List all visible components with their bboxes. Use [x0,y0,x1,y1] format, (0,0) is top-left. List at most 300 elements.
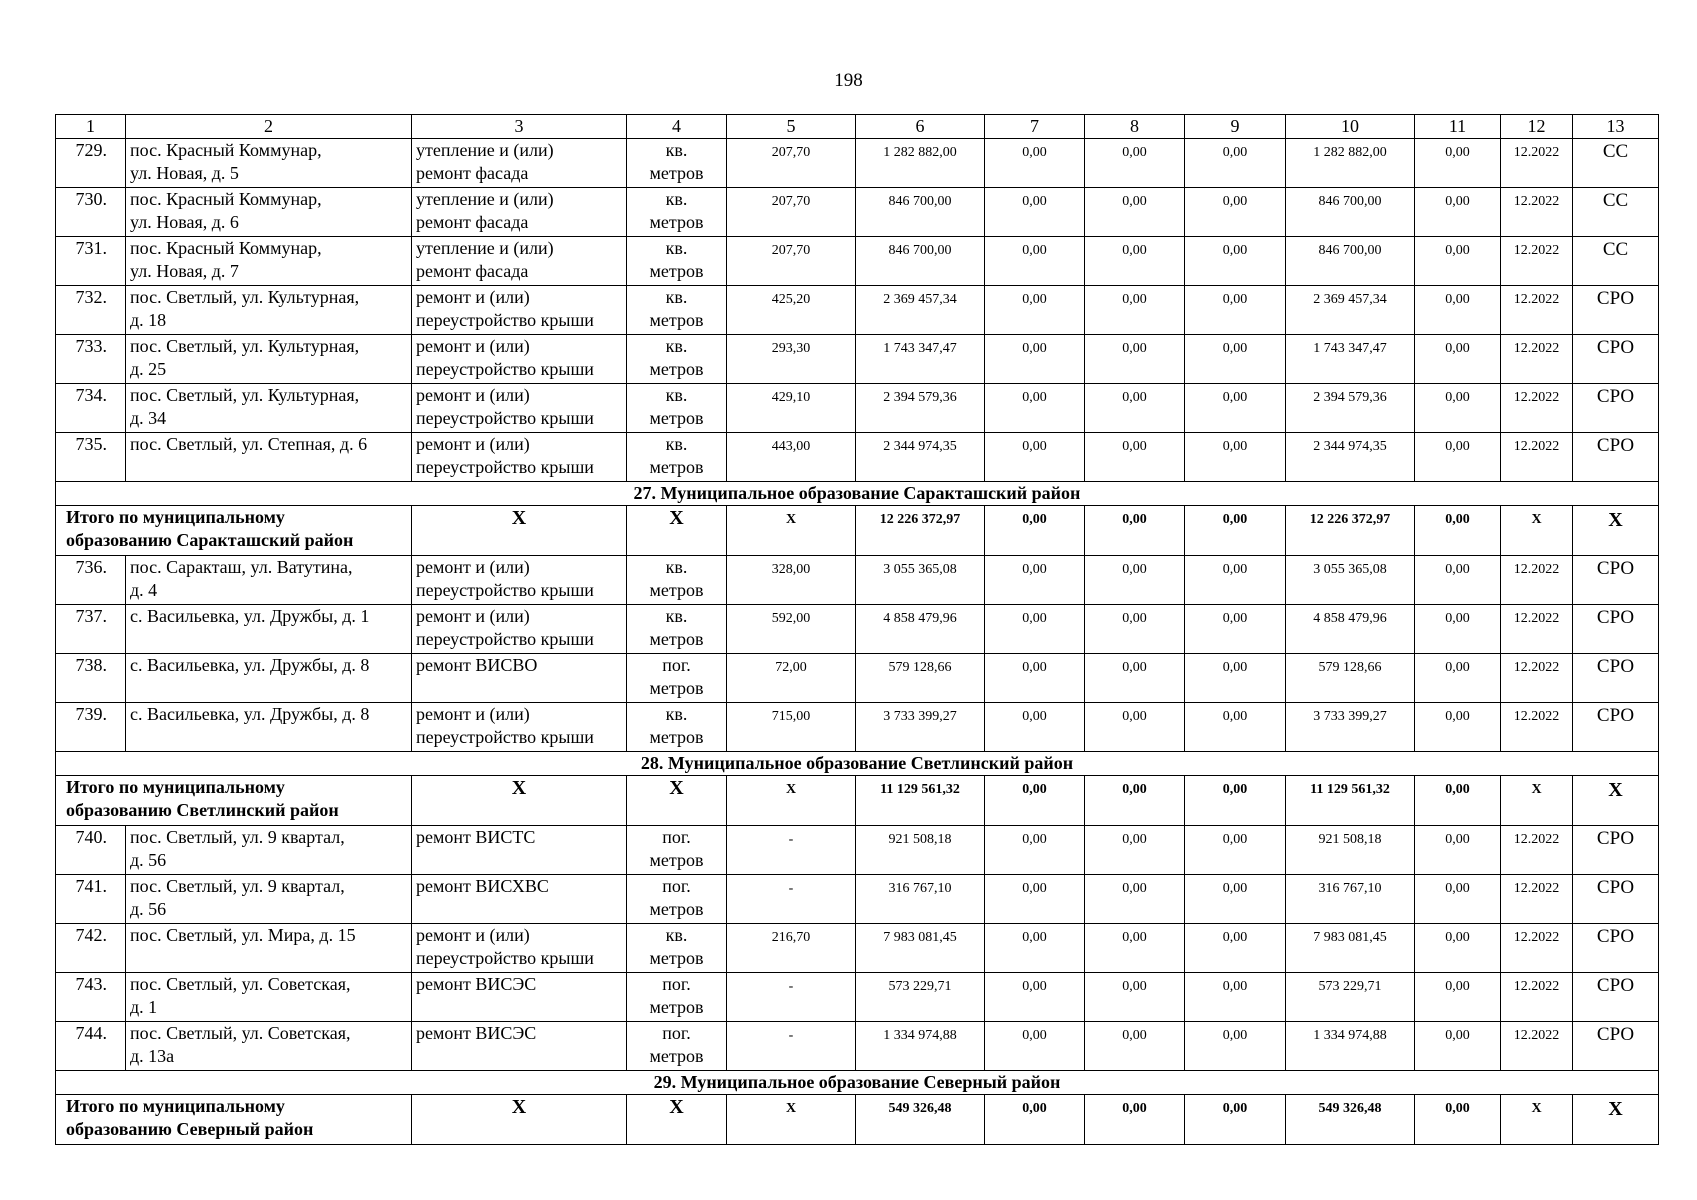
x-mark [412,1095,627,1145]
completion-date-cell [1501,139,1573,188]
value-cell-11-line: 0,00 [1445,782,1470,797]
completion-date-cell [1501,654,1573,703]
work-type-cell [412,286,627,335]
value-cell-8 [1085,1022,1185,1071]
value-cell-8 [1085,776,1185,826]
value-cell-7-line: 0,00 [1022,243,1047,258]
value-cell-8-line: 0,00 [1122,709,1147,724]
unit-cell-line: кв. [665,238,688,258]
value-cell-11-line: 0,00 [1445,611,1470,626]
work-type-cell-line: переустройство крыши [416,408,594,428]
area-cell [727,605,856,654]
column-header: 8 [1085,115,1185,139]
value-cell-10-line: 921 508,18 [1318,832,1382,847]
address-cell [126,556,412,605]
work-type-cell [412,188,627,237]
table-row [56,286,1659,335]
address-cell-line: д. 4 [130,580,158,600]
value-cell-9 [1185,1095,1286,1145]
funding-source-cell [1573,335,1659,384]
total-cost-cell [856,924,985,973]
value-cell-11 [1415,139,1501,188]
value-cell-9-line: 0,00 [1222,1028,1248,1043]
work-type-cell [412,556,627,605]
value-cell-9 [1185,826,1286,875]
value-cell-8-line: 0,00 [1122,439,1147,454]
completion-date-cell [1501,703,1573,752]
completion-date-cell [1501,335,1573,384]
value-cell-7-line: 0,00 [1022,341,1047,356]
work-type-cell-line: переустройство крыши [416,310,594,330]
value-cell-10-line: 1 282 882,00 [1313,145,1387,160]
value-cell-7 [985,384,1085,433]
area-cell-line: 715,00 [771,709,811,724]
area-cell [727,973,856,1022]
area-cell-line: 328,00 [771,562,811,577]
value-cell-11 [1415,703,1501,752]
value-cell-7-line: 0,00 [1022,709,1047,724]
value-cell-7-line: 0,00 [1022,611,1047,626]
table-row [56,1022,1659,1071]
value-cell-11 [1415,973,1501,1022]
value-cell-7-line: 0,00 [1022,782,1047,797]
value-cell-8-line: 0,00 [1122,611,1147,626]
x-mark [627,776,727,826]
address-cell [126,335,412,384]
x-mark-line: Х [1531,512,1542,527]
completion-date-cell-line: 12.2022 [1513,709,1560,724]
funding-source-cell [1573,875,1659,924]
row-number [56,335,126,384]
value-cell-11 [1415,556,1501,605]
work-type-cell-line: ремонт фасада [416,212,529,232]
funding-source-cell [1573,703,1659,752]
value-cell-8-line: 0,00 [1122,881,1147,896]
value-cell-9-line: 0,00 [1222,709,1248,724]
address-cell [126,826,412,875]
unit-cell-line: метров [649,997,704,1017]
value-cell-11 [1415,188,1501,237]
area-cell [727,139,856,188]
value-cell-10 [1286,605,1415,654]
value-cell-10 [1286,188,1415,237]
value-cell-8-line: 0,00 [1122,1028,1147,1043]
total-cost-cell [856,776,985,826]
unit-cell [627,605,727,654]
value-cell-8 [1085,826,1185,875]
unit-cell-line: метров [649,948,704,968]
value-cell-10-line: 1 743 347,47 [1313,341,1387,356]
value-cell-7-line: 0,00 [1022,660,1047,675]
column-header: 2 [126,115,412,139]
value-cell-7 [985,875,1085,924]
value-cell-10-line: 12 226 372,97 [1309,512,1391,527]
value-cell-10 [1286,924,1415,973]
work-type-cell [412,237,627,286]
total-cost-cell-line: 316 767,10 [888,881,952,896]
x-mark-line: Х [785,512,797,527]
value-cell-11 [1415,286,1501,335]
column-header: 5 [727,115,856,139]
value-cell-10-line: 846 700,00 [1318,194,1382,209]
value-cell-9-line: 0,00 [1222,660,1248,675]
address-cell-line: пос. Красный Коммунар, [130,189,322,209]
value-cell-8-line: 0,00 [1122,292,1147,307]
funding-source-cell [1573,556,1659,605]
x-mark [1573,506,1659,556]
completion-date-cell [1501,924,1573,973]
section-title [56,1071,1659,1095]
value-cell-7-line: 0,00 [1022,979,1047,994]
value-cell-10-line: 846 700,00 [1318,243,1382,258]
total-cost-cell [856,384,985,433]
x-mark-line: Х [1608,509,1623,531]
unit-cell-line: метров [649,163,704,183]
value-cell-11-line: 0,00 [1445,512,1470,527]
row-number [56,237,126,286]
area-cell-line: 592,00 [771,611,811,626]
completion-date-cell-line: 12.2022 [1513,194,1560,209]
completion-date-cell-line: 12.2022 [1513,611,1560,626]
value-cell-11 [1415,335,1501,384]
x-mark-line: Х [511,507,527,529]
area-cell-line: 293,30 [771,341,811,356]
value-cell-8 [1085,237,1185,286]
page-number: 198 [834,70,863,91]
value-cell-10 [1286,776,1415,826]
address-cell-line: пос. Светлый, ул. Культурная, [130,385,360,405]
area-cell [727,188,856,237]
value-cell-11 [1415,776,1501,826]
work-type-cell-line: переустройство крыши [416,948,594,968]
total-row [56,776,1659,826]
address-cell-line: пос. Красный Коммунар, [130,238,322,258]
value-cell-9 [1185,384,1286,433]
value-cell-10 [1286,139,1415,188]
table-row [56,335,1659,384]
value-cell-8 [1085,973,1185,1022]
value-cell-7 [985,556,1085,605]
total-cost-cell-line: 549 326,48 [888,1101,952,1116]
work-type-cell-line: ремонт ВИСТС [416,827,536,847]
unit-cell [627,826,727,875]
value-cell-10 [1286,703,1415,752]
row-number-line: 734. [75,385,107,405]
work-type-cell-line: переустройство крыши [416,727,594,747]
table-row [56,875,1659,924]
value-cell-10 [1286,556,1415,605]
funding-source-cell-line: СС [1602,141,1629,162]
value-cell-9 [1185,875,1286,924]
work-type-cell [412,139,627,188]
total-cost-cell-line: 1 334 974,88 [883,1028,957,1043]
unit-cell-line: метров [649,212,704,232]
value-cell-7-line: 0,00 [1022,292,1047,307]
unit-cell-line: пог. [662,827,691,847]
value-cell-11-line: 0,00 [1445,979,1470,994]
work-type-cell [412,875,627,924]
value-cell-10 [1286,286,1415,335]
value-cell-10-line: 2 344 974,35 [1313,439,1387,454]
value-cell-8-line: 0,00 [1122,243,1147,258]
completion-date-cell-line: 12.2022 [1513,390,1560,405]
address-cell [126,1022,412,1071]
row-number [56,433,126,482]
total-cost-cell [856,605,985,654]
address-cell-line: пос. Светлый, ул. 9 квартал, [130,827,345,847]
value-cell-7 [985,335,1085,384]
value-cell-10 [1286,973,1415,1022]
value-cell-7 [985,188,1085,237]
completion-date-cell [1501,384,1573,433]
value-cell-10-line: 1 334 974,88 [1313,1028,1387,1043]
value-cell-8 [1085,433,1185,482]
area-cell [727,237,856,286]
unit-cell-line: кв. [665,336,688,356]
row-number [56,924,126,973]
row-number-line: 732. [75,287,107,307]
value-cell-10-line: 579 128,66 [1318,660,1382,675]
total-cost-cell [856,335,985,384]
funding-source-cell [1573,384,1659,433]
x-mark [1573,776,1659,826]
work-type-cell-line: ремонт ВИСВО [416,655,538,675]
x-mark [1573,1095,1659,1145]
address-cell-line: пос. Красный Коммунар, [130,140,322,160]
funding-source-cell [1573,973,1659,1022]
unit-cell-line: метров [649,899,704,919]
address-cell-line: пос. Светлый, ул. Советская, [130,974,351,994]
value-cell-9 [1185,973,1286,1022]
value-cell-11-line: 0,00 [1445,390,1470,405]
value-cell-11-line: 0,00 [1445,709,1470,724]
value-cell-8-line: 0,00 [1122,930,1147,945]
address-cell [126,875,412,924]
total-cost-cell [856,188,985,237]
table-row [56,433,1659,482]
total-row [56,1095,1659,1145]
value-cell-11-line: 0,00 [1445,341,1470,356]
work-type-cell-line: ремонт и (или) [416,385,530,405]
value-cell-9-line: 0,00 [1222,243,1248,258]
funding-source-cell [1573,924,1659,973]
address-cell-line: с. Васильевка, ул. Дружбы, д. 1 [130,606,370,626]
x-mark-line: Х [511,1096,527,1118]
unit-cell-line: метров [649,408,704,428]
work-type-cell-line: ремонт фасада [416,163,529,183]
value-cell-11 [1415,1022,1501,1071]
value-cell-7 [985,776,1085,826]
value-cell-8-line: 0,00 [1122,390,1147,405]
work-type-cell-line: ремонт и (или) [416,606,530,626]
funding-source-cell-line: СРО [1596,386,1635,407]
completion-date-cell-line: 12.2022 [1513,439,1560,454]
unit-cell [627,924,727,973]
row-number [56,605,126,654]
completion-date-cell-line: 12.2022 [1513,832,1560,847]
value-cell-8-line: 0,00 [1122,194,1147,209]
work-type-cell-line: ремонт ВИСЭС [416,1023,537,1043]
unit-cell-line: кв. [665,434,688,454]
total-cost-cell-line: 579 128,66 [888,660,952,675]
total-cost-cell [856,286,985,335]
value-cell-9-line: 0,00 [1222,562,1248,577]
work-type-cell [412,1022,627,1071]
value-cell-7-line: 0,00 [1022,881,1047,896]
total-cost-cell [856,1095,985,1145]
address-cell [126,286,412,335]
funding-source-cell [1573,139,1659,188]
value-cell-7 [985,826,1085,875]
funding-source-cell [1573,654,1659,703]
unit-cell-line: пог. [662,655,691,675]
section-title-line: 28. Муниципальное образование Светлинский район [640,753,1074,773]
total-label-line: Итого по муниципальному [66,1096,285,1116]
value-cell-10-line: 316 767,10 [1318,881,1382,896]
total-cost-cell [856,556,985,605]
x-mark-line: Х [785,1101,797,1116]
unit-cell-line: метров [649,310,704,330]
address-cell-line: д. 25 [130,359,167,379]
value-cell-11-line: 0,00 [1445,562,1470,577]
column-header: 7 [985,115,1085,139]
value-cell-11-line: 0,00 [1445,439,1470,454]
row-number [56,188,126,237]
completion-date-cell [1501,237,1573,286]
address-cell-line: д. 56 [130,850,167,870]
value-cell-10 [1286,384,1415,433]
funding-source-cell [1573,1022,1659,1071]
unit-cell-line: метров [649,457,704,477]
funding-source-cell [1573,286,1659,335]
column-header: 1 [56,115,126,139]
address-cell-line: пос. Светлый, ул. 9 квартал, [130,876,345,896]
area-cell [727,826,856,875]
row-number-line: 744. [75,1023,107,1043]
row-number-line: 729. [75,140,107,160]
total-cost-cell-line: 846 700,00 [888,194,952,209]
value-cell-7 [985,433,1085,482]
area-cell [727,286,856,335]
value-cell-11 [1415,1095,1501,1145]
value-cell-9 [1185,556,1286,605]
row-number [56,703,126,752]
address-cell [126,703,412,752]
area-cell-line: 429,10 [771,390,811,405]
value-cell-8 [1085,139,1185,188]
value-cell-8 [1085,605,1185,654]
unit-cell [627,384,727,433]
completion-date-cell [1501,286,1573,335]
area-cell-line: - [788,1028,794,1043]
value-cell-10 [1286,1095,1415,1145]
section-title [56,482,1659,506]
total-cost-cell-line: 573 229,71 [888,979,952,994]
value-cell-8-line: 0,00 [1122,979,1147,994]
work-type-cell-line: ремонт и (или) [416,925,530,945]
x-mark [1501,1095,1573,1145]
completion-date-cell-line: 12.2022 [1513,881,1560,896]
area-cell-line: 72,00 [775,660,807,675]
total-cost-cell-line: 12 226 372,97 [879,512,961,527]
funding-source-cell-line: СРО [1596,607,1635,628]
value-cell-8-line: 0,00 [1122,782,1147,797]
completion-date-cell [1501,1022,1573,1071]
value-cell-7 [985,139,1085,188]
funding-source-cell [1573,826,1659,875]
value-cell-7-line: 0,00 [1022,1101,1047,1116]
address-cell-line: пос. Саракташ, ул. Ватутина, [130,557,353,577]
funding-source-cell-line: СРО [1596,828,1635,849]
value-cell-8-line: 0,00 [1122,832,1147,847]
address-cell-line: д. 34 [130,408,167,428]
total-cost-cell [856,506,985,556]
work-type-cell-line: ремонт и (или) [416,557,530,577]
column-header: 4 [627,115,727,139]
unit-cell [627,703,727,752]
area-cell [727,433,856,482]
total-cost-cell [856,875,985,924]
work-type-cell [412,924,627,973]
value-cell-11-line: 0,00 [1445,1101,1470,1116]
value-cell-7-line: 0,00 [1022,145,1047,160]
table-row [56,188,1659,237]
section-heading-row [56,1071,1659,1095]
total-cost-cell-line: 921 508,18 [888,832,952,847]
total-cost-cell [856,1022,985,1071]
unit-cell-line: метров [649,678,704,698]
completion-date-cell [1501,556,1573,605]
work-type-cell-line: утепление и (или) [416,140,554,160]
unit-cell [627,654,727,703]
total-cost-cell [856,826,985,875]
x-mark [727,776,856,826]
completion-date-cell-line: 12.2022 [1513,979,1560,994]
value-cell-7 [985,1022,1085,1071]
work-type-cell-line: ремонт и (или) [416,704,530,724]
total-label [56,506,412,556]
row-number-line: 738. [75,655,107,675]
address-cell-line: с. Васильевка, ул. Дружбы, д. 8 [130,704,370,724]
funding-source-cell-line: СРО [1596,1024,1635,1045]
value-cell-8-line: 0,00 [1122,145,1147,160]
row-number-line: 737. [75,606,107,626]
value-cell-10-line: 3 055 365,08 [1313,562,1387,577]
table-row [56,826,1659,875]
value-cell-11 [1415,506,1501,556]
work-type-cell [412,433,627,482]
value-cell-11 [1415,924,1501,973]
value-cell-9 [1185,654,1286,703]
value-cell-7-line: 0,00 [1022,930,1047,945]
funding-source-cell-line: СРО [1596,288,1635,309]
work-type-cell [412,973,627,1022]
address-cell-line: д. 18 [130,310,167,330]
x-mark-line: Х [1531,1101,1542,1116]
work-type-cell-line: ремонт и (или) [416,287,530,307]
unit-cell-line: кв. [665,189,688,209]
area-cell [727,1022,856,1071]
value-cell-10-line: 2 369 457,34 [1313,292,1387,307]
value-cell-7 [985,286,1085,335]
column-number-header-row [56,115,1659,139]
work-type-cell [412,654,627,703]
value-cell-9-line: 0,00 [1222,930,1248,945]
unit-cell-line: метров [649,727,704,747]
total-label-line: образованию Светлинский район [66,800,339,820]
work-type-cell-line: ремонт ВИСЭС [416,974,537,994]
address-cell-line: д. 56 [130,899,167,919]
